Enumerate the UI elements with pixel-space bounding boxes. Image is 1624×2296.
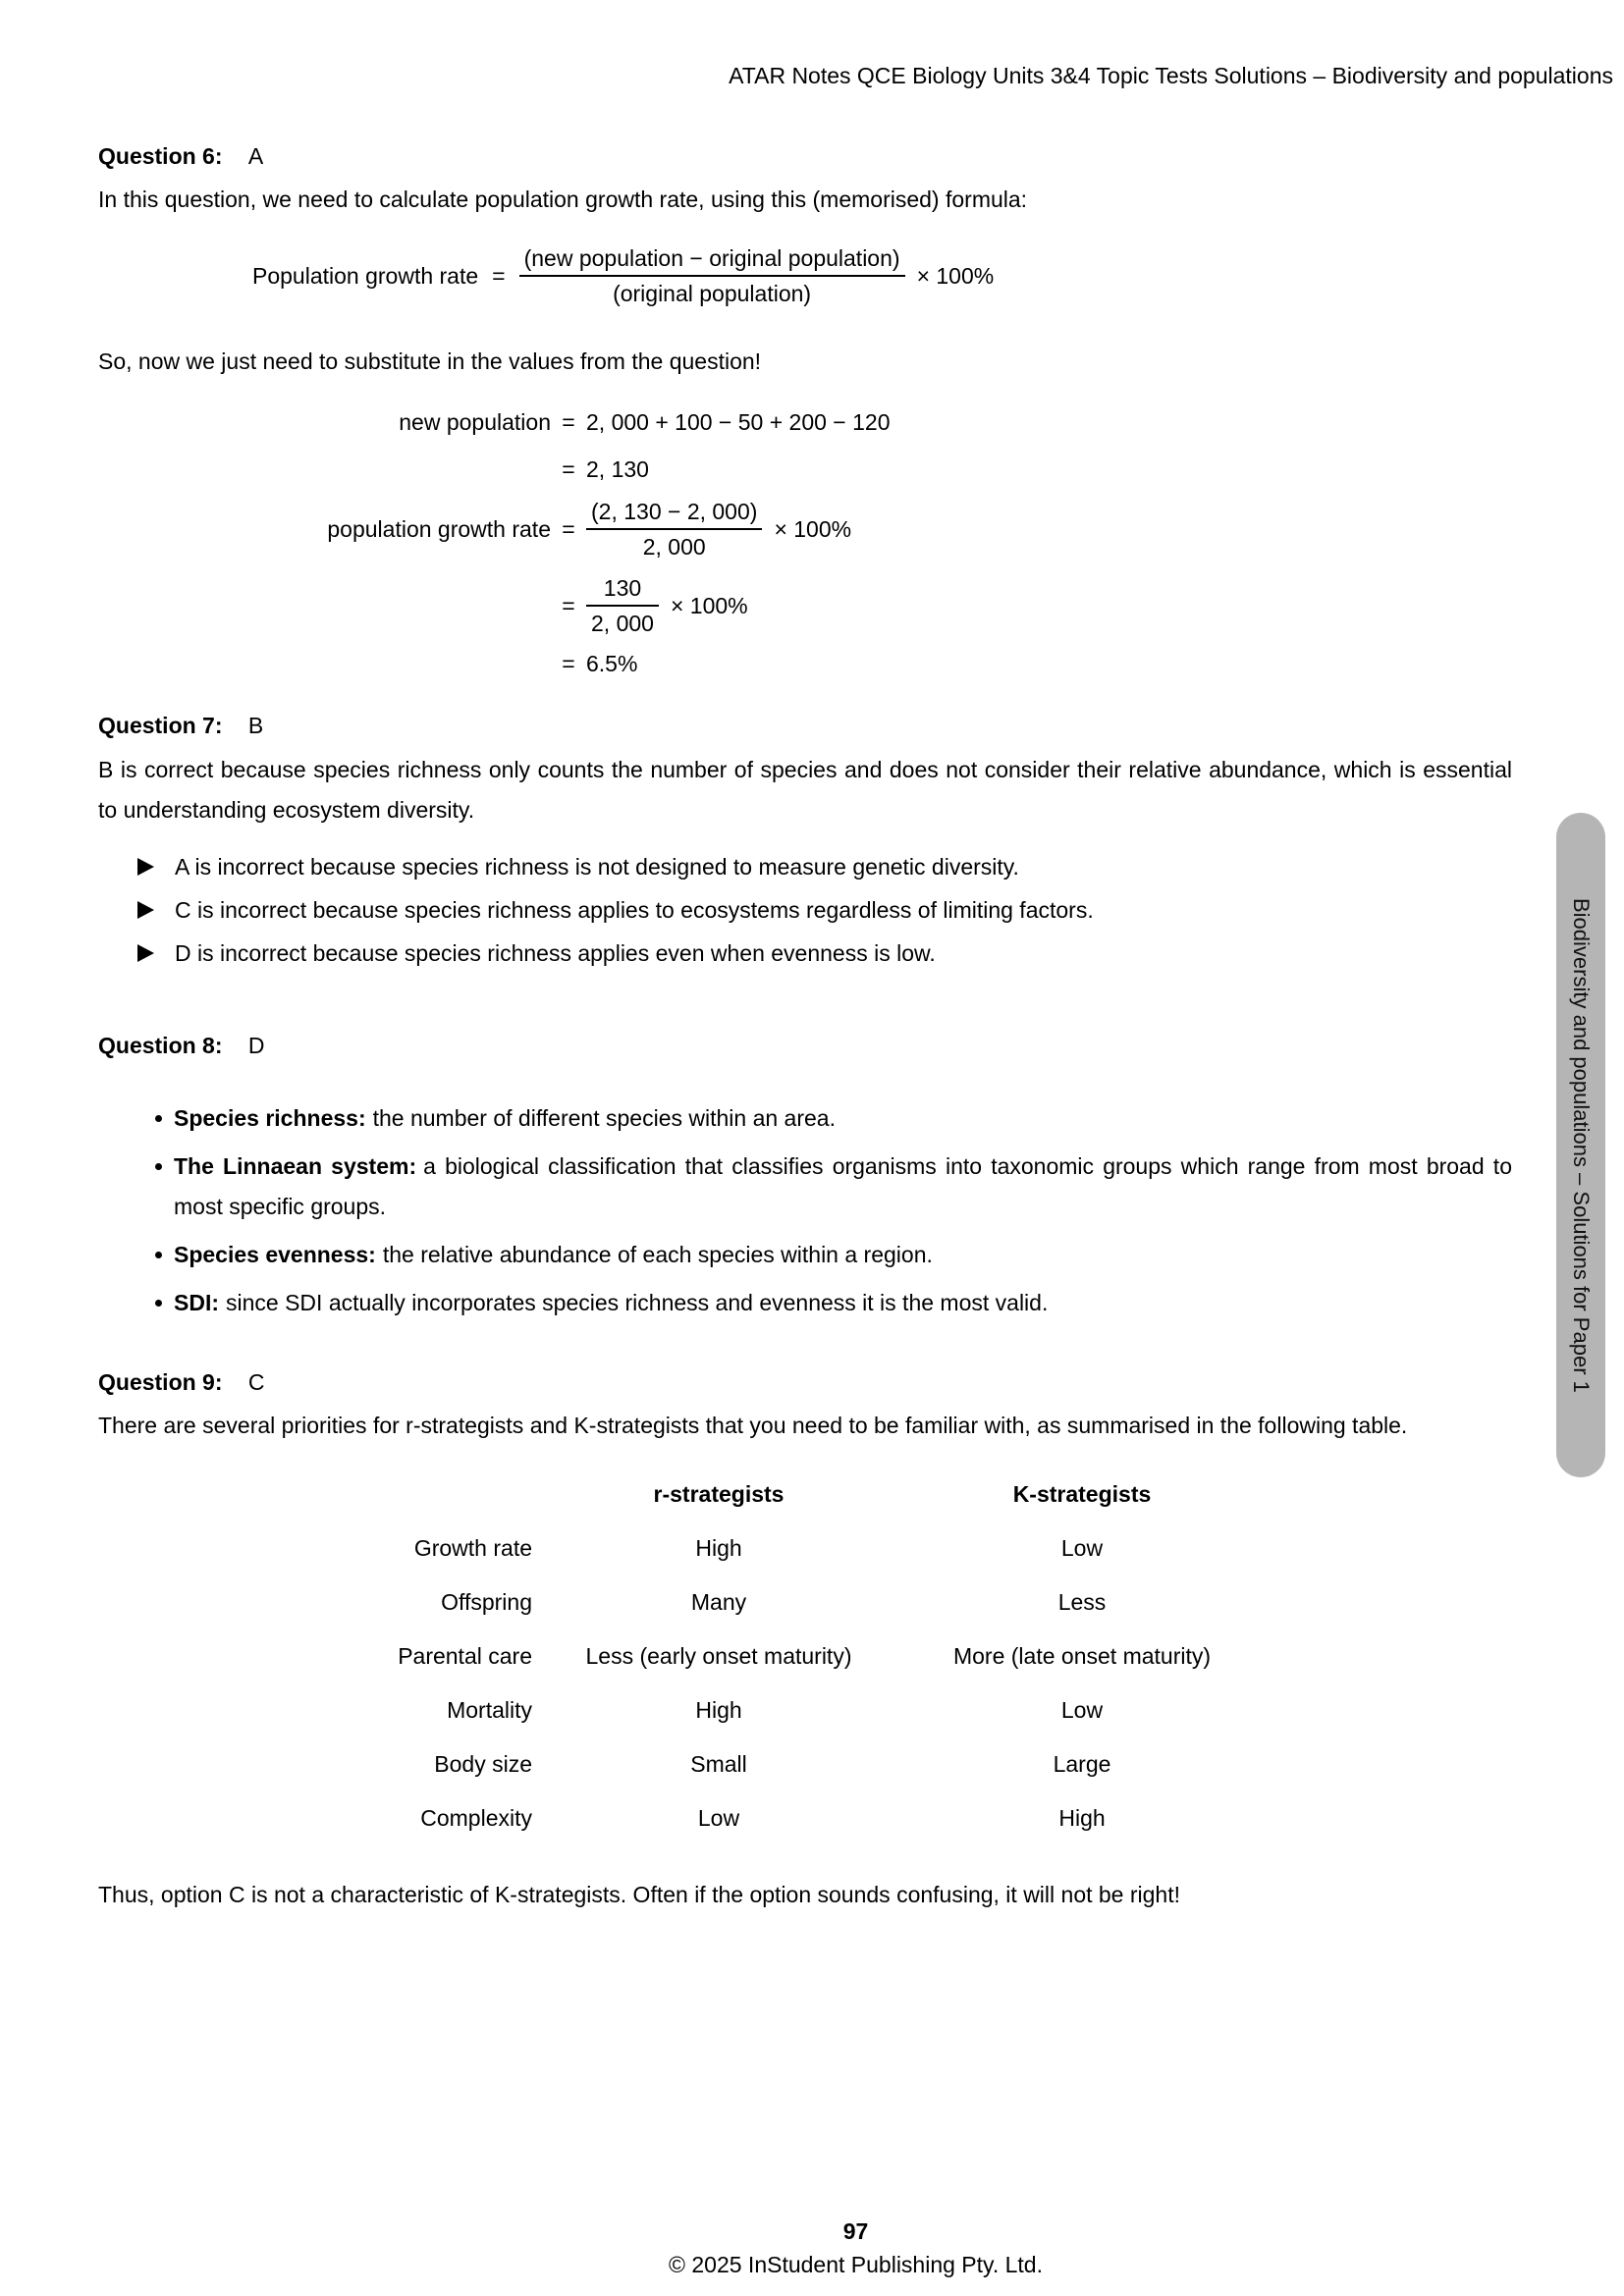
page-content xyxy=(98,0,1515,1915)
list-item xyxy=(155,1283,1610,1323)
table-header-row xyxy=(98,1468,1515,1522)
equals-sign: = xyxy=(562,515,575,542)
equals-sign: = xyxy=(562,408,575,435)
formula-fraction xyxy=(519,245,905,306)
times-100-percent: × 100% xyxy=(774,515,852,542)
question-7-answer: B xyxy=(247,713,264,738)
strategists-table xyxy=(98,1468,1515,1845)
list-item xyxy=(155,1235,1610,1275)
page-number: 97 xyxy=(842,2218,869,2244)
term-label: The Linnaean system: xyxy=(174,1153,417,1179)
table-row xyxy=(98,1737,1515,1791)
question-9-heading xyxy=(98,1369,1515,1396)
fraction-denominator: 2, 000 xyxy=(586,605,659,636)
equals-sign: = xyxy=(562,650,575,676)
r-value: High xyxy=(695,1535,742,1561)
k-value: Less xyxy=(1057,1589,1107,1615)
row-label: Body size xyxy=(434,1751,532,1777)
list-item xyxy=(137,938,1515,968)
k-value: More (late onset maturity) xyxy=(952,1643,1212,1669)
step-fraction xyxy=(586,575,659,636)
fraction-numerator: (2, 130 − 2, 000) xyxy=(591,499,758,524)
question-8-heading xyxy=(98,1033,1515,1059)
question-6-label: Question 6: xyxy=(98,143,223,169)
step-rhs: 2, 000 + 100 − 50 + 200 − 120 xyxy=(586,408,891,435)
fraction-denominator: (original population) xyxy=(519,275,905,306)
fraction-denominator: 2, 000 xyxy=(586,528,762,560)
question-8-label: Question 8: xyxy=(98,1033,223,1058)
q6-working xyxy=(98,405,1515,680)
step-fraction xyxy=(586,499,762,560)
working-step xyxy=(98,570,1515,641)
triangle-bullet-icon xyxy=(137,858,154,876)
row-label: Offspring xyxy=(441,1589,532,1615)
q9-body-paragraph: There are several priorities for r-strategists and K-strategists that you need to be familiar with, as summarised in the following table. xyxy=(98,1413,1408,1438)
question-8-answer: D xyxy=(247,1033,265,1058)
r-value: Less (early onset maturity) xyxy=(585,1643,852,1669)
step-lhs: population growth rate xyxy=(327,515,551,542)
formula-lhs: Population growth rate xyxy=(252,262,479,289)
bullet-text: D is incorrect because species richness applies even when evenness is low. xyxy=(175,939,936,966)
list-item xyxy=(137,895,1515,925)
r-value: High xyxy=(695,1697,742,1723)
question-7-label: Question 7: xyxy=(98,713,223,738)
equals-sign: = xyxy=(562,592,575,618)
step-rhs: 6.5% xyxy=(586,650,638,676)
working-step xyxy=(98,453,1515,486)
times-100-percent: × 100% xyxy=(670,592,748,618)
term-label: Species richness: xyxy=(174,1105,366,1131)
row-label: Mortality xyxy=(447,1697,532,1723)
dot-bullet-icon xyxy=(155,1163,162,1170)
q6-substitute-line: So, now we just need to substitute in the values from the question! xyxy=(98,348,762,374)
q8-definition-list xyxy=(155,1098,1610,1323)
table-row xyxy=(98,1575,1515,1629)
step-rhs: 2, 130 xyxy=(586,455,649,482)
question-9-label: Question 9: xyxy=(98,1369,223,1395)
equals-sign: = xyxy=(492,262,506,289)
triangle-bullet-icon xyxy=(137,944,154,962)
table-row xyxy=(98,1629,1515,1683)
term-definition: a biological classification that classifies organisms into taxonomic groups which range from most broad to most specific groups. xyxy=(174,1153,1512,1219)
term-definition: the number of different species within an area. xyxy=(372,1105,836,1131)
k-value: High xyxy=(1058,1805,1106,1831)
term-definition: the relative abundance of each species within a region. xyxy=(382,1242,933,1267)
equals-sign: = xyxy=(562,455,575,482)
term-definition: since SDI actually incorporates species richness and evenness it is the most valid. xyxy=(226,1290,1049,1315)
working-step xyxy=(98,405,1515,439)
side-tab-label: Biodiversity and populations – Solutions for Paper 1 xyxy=(1569,897,1594,1393)
dot-bullet-icon xyxy=(155,1115,162,1122)
copyright-notice: © 2025 InStudent Publishing Pty. Ltd. xyxy=(669,2252,1043,2277)
chapter-side-tab xyxy=(1556,813,1605,1477)
step-lhs: new population xyxy=(399,408,551,435)
row-label: Parental care xyxy=(398,1643,532,1669)
question-6-answer: A xyxy=(247,143,264,169)
bullet-text: A is incorrect because species richness is not designed to measure genetic diversity. xyxy=(175,853,1019,880)
r-value: Low xyxy=(697,1805,740,1831)
question-6-heading xyxy=(98,143,1515,170)
k-value: Large xyxy=(1053,1751,1111,1777)
k-value: Low xyxy=(1060,1535,1104,1561)
q9-conclusion: Thus, option C is not a characteristic of K-strategists. Often if the option sounds confusing, it will not be right! xyxy=(98,1882,1180,1907)
r-value: Many xyxy=(690,1589,747,1615)
working-step xyxy=(98,494,1515,564)
fraction-numerator: 130 xyxy=(603,575,642,601)
row-label: Growth rate xyxy=(413,1535,532,1561)
term-label: Species evenness: xyxy=(174,1242,376,1267)
times-100-percent: × 100% xyxy=(916,262,995,289)
question-9-answer: C xyxy=(247,1369,265,1395)
table-row xyxy=(98,1683,1515,1737)
r-value: Small xyxy=(690,1751,747,1777)
k-value: Low xyxy=(1060,1697,1104,1723)
question-7-heading xyxy=(98,713,1515,739)
q6-intro-paragraph: In this question, we need to calculate population growth rate, using this (memorised) formula: xyxy=(98,187,1028,212)
working-step xyxy=(98,647,1515,680)
column-header-k-strategists: K-strategists xyxy=(1012,1481,1152,1507)
q7-body-paragraph: B is correct because species richness only counts the number of species and does not consider their relative abundance, which is essential to understanding ecosystem diversity. xyxy=(98,757,1512,823)
dot-bullet-icon xyxy=(155,1300,162,1307)
triangle-bullet-icon xyxy=(137,901,154,919)
q7-bullet-list xyxy=(137,852,1515,968)
term-label: SDI: xyxy=(174,1290,219,1315)
q6-formula xyxy=(252,238,1515,314)
column-header-r-strategists: r-strategists xyxy=(653,1481,785,1507)
table-row xyxy=(98,1522,1515,1575)
page-header-title: ATAR Notes QCE Biology Units 3&4 Topic Tests Solutions – Biodiversity and populations xyxy=(729,63,1613,88)
fraction-numerator: (new population − original population) xyxy=(523,245,900,271)
list-item xyxy=(155,1098,1610,1139)
dot-bullet-icon xyxy=(155,1252,162,1258)
row-label: Complexity xyxy=(420,1805,532,1831)
list-item xyxy=(137,852,1515,881)
bullet-text: C is incorrect because species richness applies to ecosystems regardless of limiting factors. xyxy=(175,896,1094,923)
table-row xyxy=(98,1791,1515,1845)
list-item xyxy=(155,1147,1610,1227)
